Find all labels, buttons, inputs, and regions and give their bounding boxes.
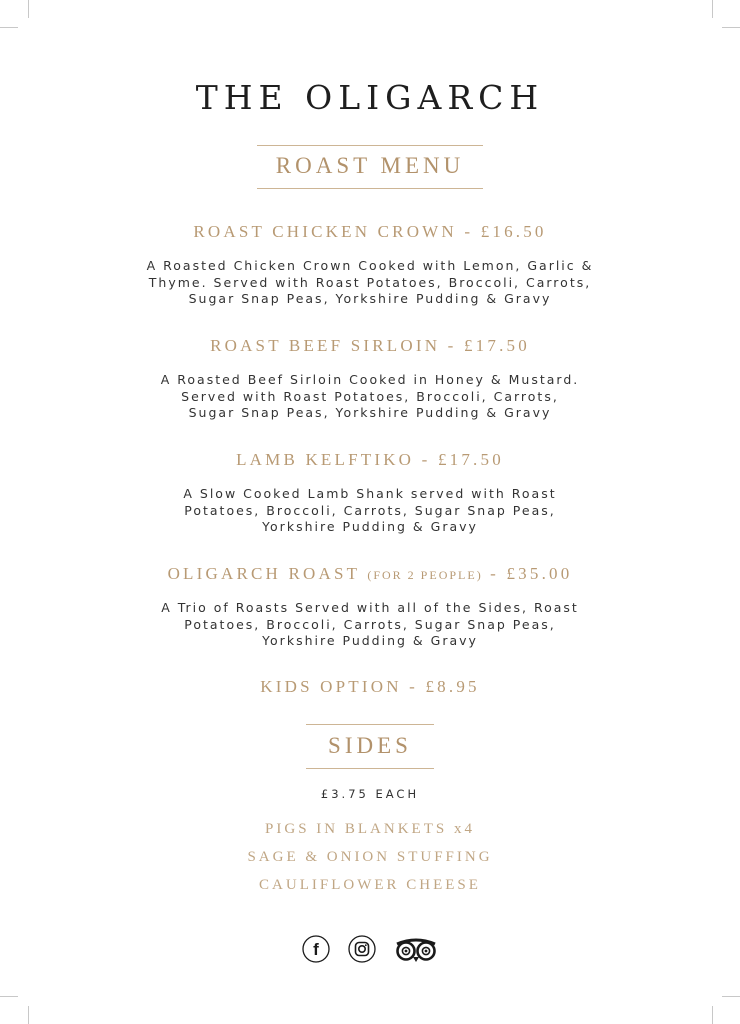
item-separator: - bbox=[409, 677, 419, 696]
side-item: PIGS IN BLANKETS x4 bbox=[265, 821, 475, 837]
menu-item-title bbox=[0, 222, 740, 242]
description-line: Thyme. Served with Roast Potatoes, Broccoli, Carrots, bbox=[148, 274, 592, 290]
description-line: A Roasted Chicken Crown Cooked with Lemon, Garlic & bbox=[146, 258, 594, 273]
sides-price: £3.75 EACH bbox=[320, 787, 420, 801]
item-separator: - bbox=[464, 222, 474, 241]
description-line: A Trio of Roasts Served with all of the Sides, Roast bbox=[161, 600, 579, 615]
description-line: A Roasted Beef Sirloin Cooked in Honey & Mustard. bbox=[160, 372, 580, 387]
item-name: ROAST BEEF SIRLOIN bbox=[210, 336, 441, 355]
item-price: £16.50 bbox=[480, 222, 547, 241]
menu-item-description bbox=[0, 258, 740, 308]
description-line: Sugar Snap Peas, Yorkshire Pudding & Gravy bbox=[188, 291, 552, 306]
menu-item-description bbox=[0, 486, 740, 536]
item-price: £17.50 bbox=[437, 450, 504, 469]
sides-heading: SIDES bbox=[328, 733, 412, 758]
restaurant-title: THE OLIGARCH bbox=[195, 78, 545, 117]
crop-mark bbox=[722, 996, 740, 997]
side-item: SAGE & ONION STUFFING bbox=[247, 849, 493, 865]
crop-mark bbox=[712, 1006, 713, 1024]
description-line: Sugar Snap Peas, Yorkshire Pudding & Gravy bbox=[188, 405, 552, 420]
divider bbox=[306, 768, 434, 769]
divider bbox=[306, 724, 434, 725]
crop-mark bbox=[712, 0, 713, 18]
item-name: OLIGARCH ROAST bbox=[167, 564, 360, 583]
item-price: £17.50 bbox=[463, 336, 530, 355]
instagram-icon[interactable] bbox=[348, 935, 376, 963]
menu-item-title bbox=[0, 564, 740, 584]
description-line: Potatoes, Broccoli, Carrots, Sugar Snap Peas, bbox=[184, 502, 556, 518]
crop-mark bbox=[722, 27, 740, 28]
description-line: A Slow Cooked Lamb Shank served with Roast bbox=[183, 486, 557, 501]
menu-item-title bbox=[0, 677, 740, 697]
divider bbox=[257, 188, 483, 189]
facebook-glyph: f bbox=[313, 940, 319, 959]
crop-mark bbox=[0, 27, 18, 28]
menu-item-title bbox=[0, 336, 740, 356]
menu-item-title bbox=[0, 450, 740, 470]
menu-item-description bbox=[0, 372, 740, 422]
menu-item-description bbox=[0, 600, 740, 650]
crop-mark bbox=[0, 996, 18, 997]
item-note: (FOR 2 PEOPLE) bbox=[367, 568, 483, 582]
item-name: KIDS OPTION bbox=[260, 677, 402, 696]
item-separator: - bbox=[447, 336, 457, 355]
crop-mark bbox=[28, 1006, 29, 1024]
crop-mark bbox=[28, 0, 29, 18]
description-line: Yorkshire Pudding & Gravy bbox=[262, 519, 478, 534]
roast-menu-heading: ROAST MENU bbox=[275, 153, 465, 178]
item-separator: - bbox=[421, 450, 431, 469]
facebook-icon[interactable] bbox=[302, 935, 330, 963]
description-line: Served with Roast Potatoes, Broccoli, Carrots, bbox=[181, 388, 559, 404]
item-separator: - bbox=[490, 564, 500, 583]
side-item: CAULIFLOWER CHEESE bbox=[259, 877, 481, 893]
divider bbox=[257, 145, 483, 146]
description-line: Yorkshire Pudding & Gravy bbox=[262, 633, 478, 648]
description-line: Potatoes, Broccoli, Carrots, Sugar Snap Peas, bbox=[184, 616, 556, 632]
tripadvisor-icon[interactable] bbox=[393, 935, 439, 963]
item-price: £8.95 bbox=[425, 677, 480, 696]
item-name: ROAST CHICKEN CROWN bbox=[193, 222, 457, 241]
item-name: LAMB KELFTIKO bbox=[236, 450, 415, 469]
item-price: £35.00 bbox=[506, 564, 573, 583]
